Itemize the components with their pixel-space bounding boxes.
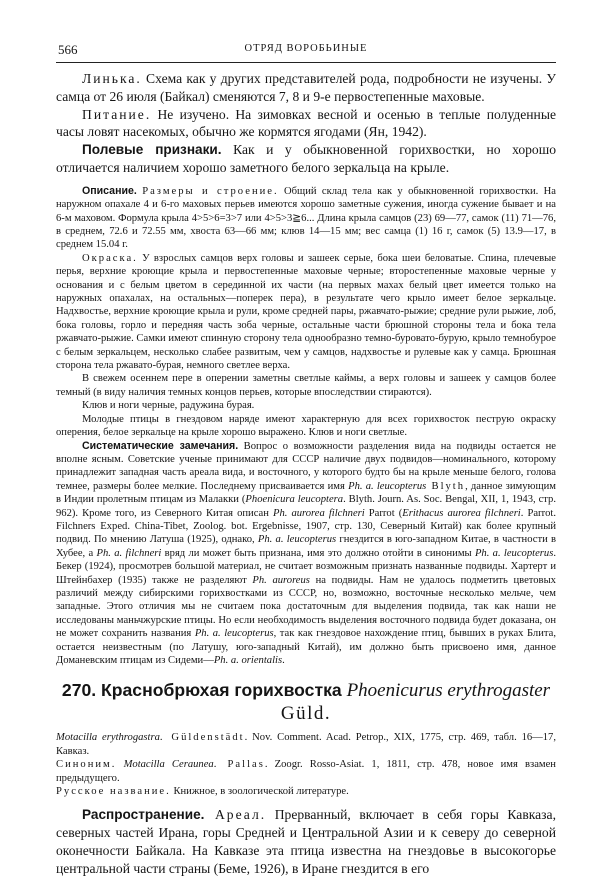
- running-title: ОТРЯД ВОРОБЬИНЫЕ: [244, 43, 368, 54]
- juvenile-paragraph: Молодые птицы в гнездовом наряде имеют характерную для всех горихвосток пеструю окраску оперения, белое зеркальце на крыле хорошо выражено. Клюв и ноги светлые.: [56, 413, 556, 439]
- molt-label: Линька.: [82, 71, 142, 86]
- citation-text: . Nov. Comment. Acad. Petrop., XIX, 1775, стр. 469, табл. 16—17, Кавказ.: [56, 732, 556, 757]
- systematics-text: вряд ли может быть признана, имя это должно отойти в синонимы: [161, 547, 475, 559]
- russian-name-text: Книжное, в зоологической литературе.: [170, 786, 349, 798]
- systematics-text: . Blyth. Journ. As. Soc. Bengal, XII, 1, 1943, стр. 962). Кроме того, из Северного Китая описан: [56, 494, 556, 519]
- range-subhead: Ареал.: [204, 807, 267, 823]
- page-number: 566: [58, 42, 78, 57]
- molt-paragraph: [56, 70, 556, 106]
- russian-name-label: Русское название.: [56, 786, 171, 798]
- author-name: . Pallas: [213, 759, 265, 771]
- description-label: Описание.: [82, 184, 137, 197]
- species-author: Güld.: [280, 703, 332, 725]
- coloration-text: У взрослых самцов верх головы и зашеек серые, бока шеи беловатые. Спина, плечевые перья, верхние кроющие крыла и первостепенные маховые черные; второстепенные маховые черные у основания и с белым цветом в серединной их части (на первых махах белый цвет имеется только на наружных опахалах, на остальных—поперек пера), в результате чего крыло имеет белое зеркальце. Надхвостье, верхние кроющие крыла и рули, кроме средней пары, ржавчато-рыжие; средние рули рыжие, лоб, бока головы, горло и передняя часть зоба черные, остальные части брюшной стороны тела и бока тела ржавчато-рыжие. Самки имеют спинную сторону тела однообразно темно-буровато-бурую, крыло темнобурое с белым зеркальцем, несколько слабее развитым, чем у самцов, надхвостье и рулевые как у самца. Брюшная сторона тела ржавато-бурая, немного светлее верха.: [56, 252, 556, 372]
- coloration-subhead: Окраска.: [82, 252, 138, 264]
- running-head: [56, 40, 556, 63]
- russian-name-line: [56, 785, 556, 798]
- latin-name: Ph. a. filchneri: [96, 547, 162, 559]
- field-marks-paragraph: [56, 141, 556, 177]
- latin-name: Ph. a. orientalis: [213, 655, 283, 666]
- latin-name: Ph. a. leucopterus: [348, 480, 427, 492]
- author-name: Blyth: [426, 480, 466, 492]
- systematics-label: Систематические замечания.: [82, 439, 239, 452]
- latin-name: Ph. auroreus: [252, 574, 310, 586]
- species-heading: [56, 679, 556, 725]
- synonym-citation: [56, 758, 556, 785]
- distribution-label: Распространение.: [82, 807, 205, 823]
- latin-name: Ph. a. leucopterus: [194, 628, 274, 640]
- systematics-text: гнездится в юго-западном Китае, в частности в Хубее, а: [56, 534, 556, 559]
- description-text: Общий склад тела как у обыкновенной горихвостки. На наружном опахале 4 и 6-го маховых перьев имеются хорошо заметные сужения, иногда сужение бывает и на 6-м маховом. Формула крыла 4>5>6=3>7 или 4>5>3≧6... Длина крыла самцов (23) 69—77, самок (11) 71—76, в среднем, 72.6 и 72.55 мм, хвоста 63—66 мм; клюв 14—15 мм; вес самца (1) 16 г, самок (5) 13.9—17, в среднем 15.04 г.: [56, 185, 556, 251]
- original-citation: [56, 731, 556, 758]
- author-name: . Güldenstädt: [159, 732, 245, 744]
- bill-legs-paragraph: Клюв и ноги черные, радужина бурая.: [82, 400, 255, 412]
- field-marks-label: Полевые признаки.: [82, 142, 222, 158]
- systematics-text: , данное зимующим в Индии пролетным птицам из Малакки (: [56, 480, 556, 506]
- systematics-paragraph: [56, 440, 556, 668]
- species-latin-name: Phoenicurus erythrogaster: [346, 680, 551, 702]
- systematics-text: Parrot (: [364, 507, 403, 519]
- species-number-name: 270. Краснобрюхая горихвостка: [61, 680, 347, 701]
- systematics-text: , так как гнездовое нахождение птиц, бывших в руках Блита, остается неизвестным (по Латушу, юго-западный Китай), им должно быть присвоено имя, данное Доманевским птицам из Сидеми—: [56, 628, 556, 666]
- latin-name: Ph. aurorea filchneri: [272, 507, 365, 519]
- latin-name: Motacilla erythrogastra: [56, 732, 160, 744]
- food-text: Не изучено. На зимовках весной и осенью в теплые полуденные часы ловят насекомых, обычно же кормятся ягодами (Ян, 1942).: [56, 106, 556, 140]
- distribution-paragraph: [56, 806, 556, 877]
- latin-name: Phoenicura leucoptera: [245, 494, 344, 506]
- latin-name: Ph. a. leucopterus: [474, 547, 554, 559]
- systematics-text: . Бекер (1924), просмотрев большой материал, не считает возможным признать названные подвиды. Хартерт и Штейнбахер (1935) также не разделяют: [56, 547, 556, 586]
- distribution-text: Прерванный, включает в себя горы Кавказа, северных частей Ирана, горы Средней и Центральной Азии и к северу до северной оконечности Байкала. На Кавказе эта птица известна на гнездовье в высокогорье центральной части страны (Беме, 1926), в Иране гнездится в его: [56, 807, 556, 876]
- field-marks-text: Как и у обыкновенной горихвостки, но хорошо отличается наличием хорошо заметного белого зеркальца на крыле.: [56, 142, 556, 175]
- systematics-text: . Parrot. Filchners Exped. China-Tibet, Zoolog. bot. Ergebnisse, 1907, стр. 130, Северный Китай) как более крупный подвид. По мнению Латуша (1925), однако,: [56, 507, 556, 546]
- molt-text: Схема как у других представителей рода, подробности не изучены. У самца от 26 июля (Байкал) сменяются 7, 8 и 9-е первостепенные маховые.: [56, 71, 556, 104]
- food-paragraph: [56, 106, 556, 142]
- food-label: Питание.: [82, 106, 152, 122]
- citation-text: . Zoogr. Rosso-Asiat. 1, 1811, стр. 478, новое имя взамен предыдущего.: [56, 759, 556, 784]
- synonym-label: Синоним.: [56, 759, 117, 771]
- text-body: [56, 70, 556, 878]
- latin-name: Motacilla Ceraunea: [116, 759, 214, 771]
- description-paragraph: [56, 185, 556, 252]
- fresh-plumage-paragraph: В свежем осеннем пере в оперении заметны светлые каймы, а верх головы и зашеек у самцов более темный (в виду наличия темных концов перьев, которые впоследствии стираются).: [56, 373, 556, 398]
- size-subhead: Размеры и строение.: [142, 185, 279, 197]
- coloration-paragraph: [56, 252, 556, 373]
- systematics-text: на подвиды. Нам не удалось подметить цветовых различий между сибирскими горихвостками из СССР, но, возможно, восточные несколько мельче, чем западные. Этого отличия мы не считаем пока достаточным для выделения подвида, так как наши не исследованы маньчжурские птицы. Но если необходимость выделения восточного подвида будет доказана, он не может сохранить названия: [56, 574, 556, 640]
- systematics-text: Вопрос о возможности разделения вида на подвиды остается не вполне ясным. Советские ученые принимают для СССР наличие двух подвидов—номинального, которому принадлежит западная часть ареала вида, и восточного, у которого будто бы на крыле меньше белого, голова темнее, размеры более мелкие. Последнему присваивается имя: [56, 440, 556, 492]
- systematics-text: .: [282, 655, 285, 666]
- latin-name: Ph. a. leucopterus: [257, 534, 337, 546]
- latin-name: Erithacus aurorea filchneri: [402, 507, 521, 519]
